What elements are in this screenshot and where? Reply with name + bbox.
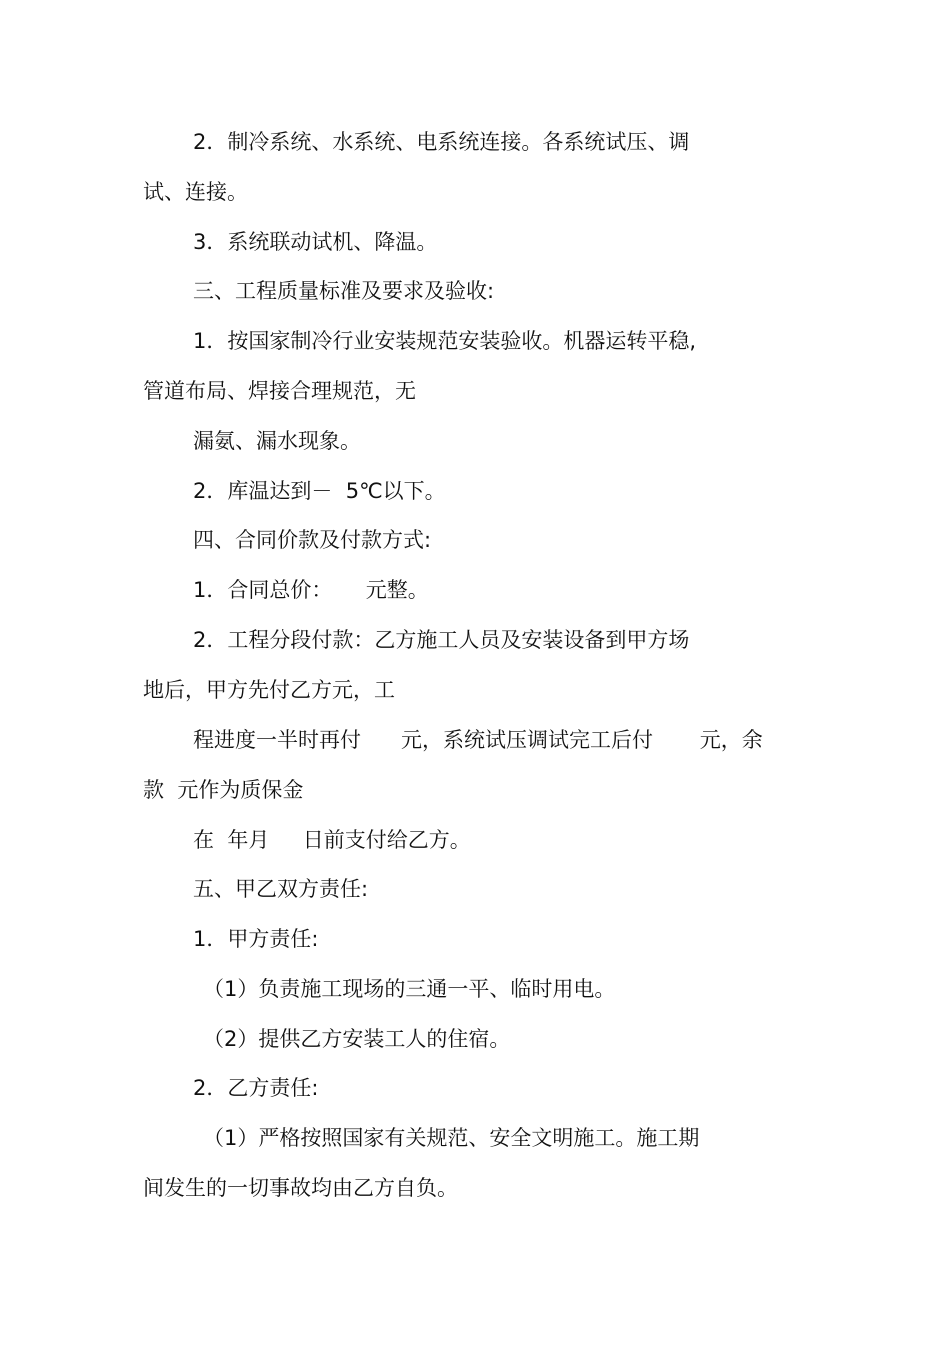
text-line: 3．系统联动试机、降温。 <box>193 230 438 254</box>
text-line: 2．工程分段付款：乙方施工人员及安装设备到甲方场 <box>193 628 690 652</box>
text-line: 地后，甲方先付乙方元，工 <box>143 678 395 702</box>
text-line: 管道布局、焊接合理规范，无 <box>143 379 416 403</box>
text-line: 款 元作为质保金 <box>143 778 304 802</box>
text-line: （2）提供乙方安装工人的住宿。 <box>203 1027 511 1051</box>
text-line: （1）负责施工现场的三通一平、临时用电。 <box>203 977 616 1001</box>
section-heading: 五、甲乙双方责任: <box>193 877 369 901</box>
text-line: 1．合同总价： 元整。 <box>193 578 429 602</box>
text-line: 试、连接。 <box>143 180 248 204</box>
text-line: 1．按国家制冷行业安装规范安装验收。机器运转平稳, <box>193 329 697 353</box>
text-line: （1）严格按照国家有关规范、安全文明施工。施工期 <box>203 1126 700 1150</box>
section-heading: 四、合同价款及付款方式: <box>193 528 432 552</box>
section-heading: 三、工程质量标准及要求及验收: <box>193 279 495 303</box>
text-line: 2．库温达到－ 5℃以下。 <box>193 479 446 503</box>
text-line: 漏氨、漏水现象。 <box>193 429 361 453</box>
text-line: 2．乙方责任: <box>193 1076 319 1100</box>
text-line: 1．甲方责任: <box>193 927 319 951</box>
text-line: 程进度一半时再付 元，系统试压调试完工后付 元，余 <box>193 728 763 752</box>
text-line: 2．制冷系统、水系统、电系统连接。各系统试压、调 <box>193 130 690 154</box>
text-line: 间发生的一切事故均由乙方自负。 <box>143 1176 458 1200</box>
text-line: 在 年月 日前支付给乙方。 <box>193 828 471 852</box>
